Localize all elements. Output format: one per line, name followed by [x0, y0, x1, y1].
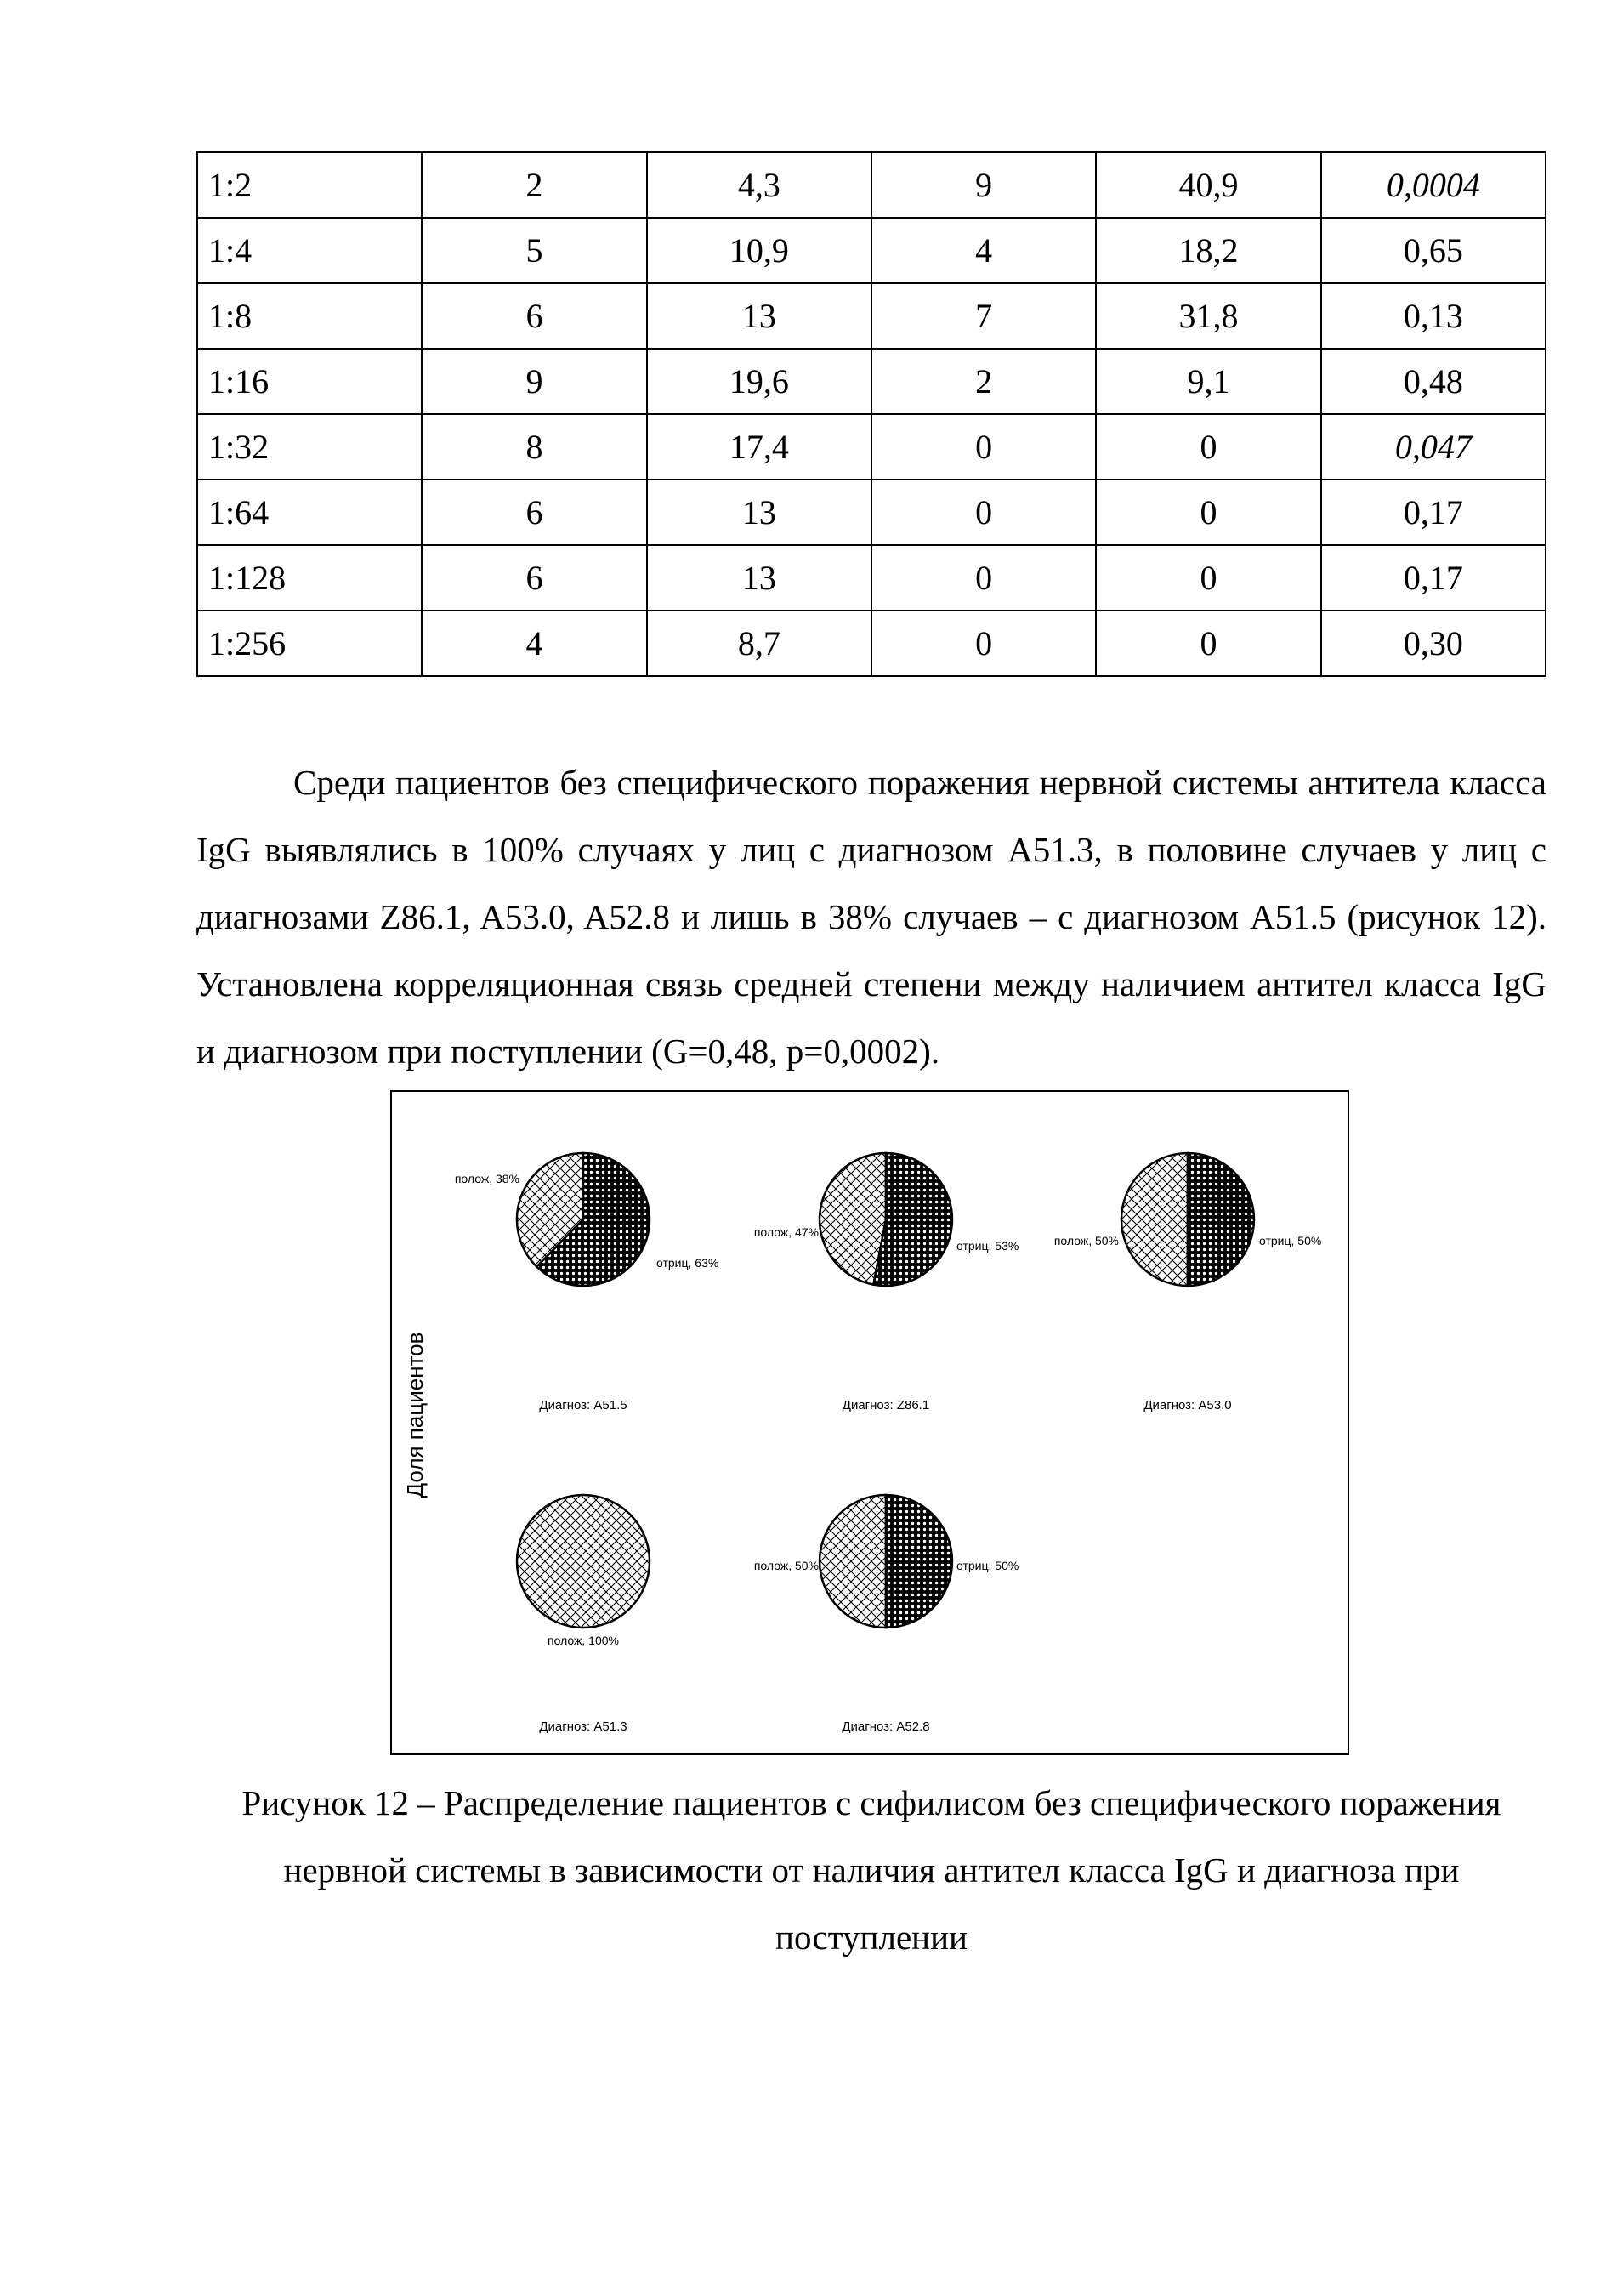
titer-table	[196, 151, 1546, 677]
table-cell: 1:8	[197, 283, 422, 349]
table-cell: 9,1	[1096, 349, 1320, 414]
table-cell: 13	[647, 480, 871, 545]
pie-title: Диагноз: A51.5	[539, 1398, 627, 1412]
table-cell: 0,65	[1321, 218, 1546, 283]
slice-label: полож, 38%	[454, 1172, 519, 1185]
table-cell: 40,9	[1096, 152, 1320, 218]
table-cell: 0	[1096, 545, 1320, 611]
pie-chart	[754, 1495, 1019, 1734]
slice-label: полож, 50%	[753, 1559, 819, 1572]
table-cell: 0,17	[1321, 545, 1546, 611]
table-cell: 13	[647, 283, 871, 349]
table-cell: 7	[871, 283, 1096, 349]
pie-charts	[392, 1092, 1348, 1753]
table-cell: 8,7	[647, 611, 871, 676]
table-row	[197, 349, 1546, 414]
table-cell: 0	[871, 414, 1096, 480]
pie-chart	[1054, 1153, 1322, 1412]
table-cell: 0	[871, 480, 1096, 545]
table-cell: 2	[871, 349, 1096, 414]
table-cell: 0,047	[1321, 414, 1546, 480]
body-paragraph: Среди пациентов без специфического поражения нервной системы антитела класса IgG выявлялись в 100% случаях у лиц с диагнозом A51.3, в половине случаев у лиц с диагнозами Z86.1, A53.0, A52.8 и лишь в 38% случаев – с диагнозом A51.5 (рисунок 12). Установлена корреляционная связь средней степени между наличием антител класса IgG и диагнозом при поступлении (G=0,48, p=0,0002).	[196, 763, 1546, 1071]
pie-slice-полож	[820, 1153, 886, 1285]
table-cell: 6	[422, 480, 646, 545]
table-cell: 0	[1096, 414, 1320, 480]
pie-chart	[754, 1153, 1019, 1412]
table-cell: 0	[871, 611, 1096, 676]
table-cell: 0	[871, 545, 1096, 611]
table-cell: 2	[422, 152, 646, 218]
table-cell: 8	[422, 414, 646, 480]
table-cell: 9	[422, 349, 646, 414]
titer-table-body	[197, 152, 1546, 676]
slice-label: отриц, 63%	[656, 1256, 719, 1270]
figure-ylabel: Доля пациентов	[402, 1332, 428, 1498]
table-row	[197, 545, 1546, 611]
table-cell: 0,13	[1321, 283, 1546, 349]
table-cell: 0,17	[1321, 480, 1546, 545]
figure-12	[390, 1090, 1349, 1755]
pie-slice-полож	[820, 1495, 886, 1628]
table-cell: 1:16	[197, 349, 422, 414]
figure-caption: Рисунок 12 – Распределение пациентов с сифилисом без специфического поражения нервной системы в зависимости от наличия антител класса IgG и диагноза при поступлении	[241, 1783, 1501, 1957]
pie-chart	[517, 1495, 650, 1734]
slice-label: полож, 50%	[1053, 1234, 1119, 1247]
table-cell: 10,9	[647, 218, 871, 283]
table-cell: 4	[422, 611, 646, 676]
pie-slice-отриц	[886, 1495, 952, 1628]
table-row	[197, 283, 1546, 349]
slice-label: отриц, 53%	[956, 1239, 1019, 1253]
table-cell: 1:256	[197, 611, 422, 676]
slice-label: отриц, 50%	[1259, 1234, 1322, 1247]
pie-slice-полож	[1121, 1153, 1188, 1286]
table-cell: 1:64	[197, 480, 422, 545]
table-row	[197, 218, 1546, 283]
slice-label: полож, 47%	[753, 1225, 819, 1239]
pie-title: Диагноз: Z86.1	[842, 1398, 930, 1412]
table-cell: 19,6	[647, 349, 871, 414]
table-cell: 5	[422, 218, 646, 283]
pie-title: Диагноз: A52.8	[842, 1719, 930, 1734]
table-cell: 6	[422, 283, 646, 349]
table-cell: 0,30	[1321, 611, 1546, 676]
slice-label: полож, 100%	[548, 1634, 619, 1647]
table-cell: 1:128	[197, 545, 422, 611]
table-cell: 0	[1096, 611, 1320, 676]
pie-title: Диагноз: A53.0	[1143, 1398, 1232, 1412]
pie-slice-отриц	[873, 1153, 952, 1286]
table-row	[197, 152, 1546, 218]
table-cell: 6	[422, 545, 646, 611]
table-cell: 1:32	[197, 414, 422, 480]
table-row	[197, 414, 1546, 480]
table-cell: 1:4	[197, 218, 422, 283]
pie-slice-отриц	[1188, 1153, 1254, 1286]
pie-chart	[455, 1153, 719, 1412]
table-cell: 0	[1096, 480, 1320, 545]
table-cell: 1:2	[197, 152, 422, 218]
table-cell: 31,8	[1096, 283, 1320, 349]
pie-title: Диагноз: A51.3	[539, 1719, 627, 1734]
table-cell: 4	[871, 218, 1096, 283]
table-cell: 0,48	[1321, 349, 1546, 414]
table-row	[197, 480, 1546, 545]
table-cell: 18,2	[1096, 218, 1320, 283]
slice-label: отриц, 50%	[956, 1559, 1019, 1572]
table-cell: 4,3	[647, 152, 871, 218]
table-cell: 0,0004	[1321, 152, 1546, 218]
table-row	[197, 611, 1546, 676]
table-cell: 13	[647, 545, 871, 611]
table-cell: 17,4	[647, 414, 871, 480]
table-cell: 9	[871, 152, 1096, 218]
pie-slice-полож	[517, 1495, 650, 1628]
